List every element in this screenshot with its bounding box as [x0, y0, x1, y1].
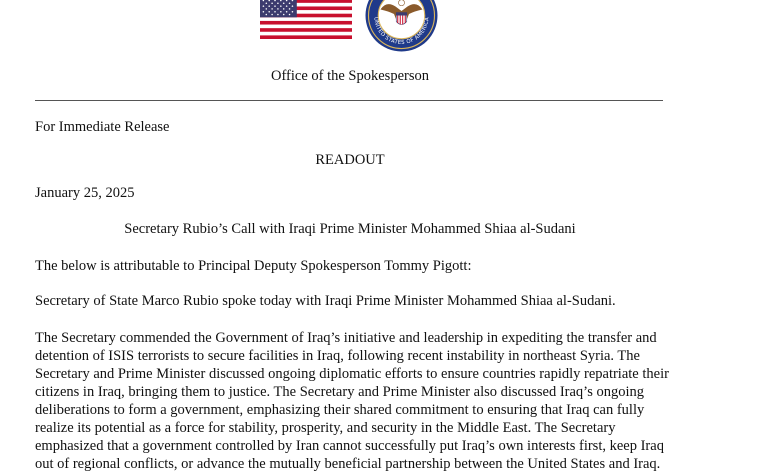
body-line: detention of ISIS terrorists to secure facilities in Iraq, following recent instability in northeast Syria. The [35, 348, 640, 364]
body-line: out of regional conflicts, or advance the mutually beneficial partnership between the United States and Iraq. [35, 456, 661, 472]
seal-text: UNITED STATES OF AMERICA [372, 16, 431, 47]
lead-paragraph: Secretary of State Marco Rubio spoke today with Iraqi Prime Minister Mohammed Shiaa al-Sudani. [35, 293, 616, 309]
body-paragraph [35, 329, 675, 473]
office-name: Office of the Spokesperson [271, 68, 429, 84]
release-notice: For Immediate Release [35, 119, 170, 135]
attribution-line: The below is attributable to Principal Deputy Spokesperson Tommy Pigott: [35, 258, 472, 274]
state-department-seal-icon [364, 0, 439, 53]
body-line: Secretary and Prime Minister discussed ongoing diplomatic efforts to ensure countries rapidly repatriate their [35, 366, 669, 382]
body-line: realize its potential as a force for stability, prosperity, and security in the Middle East. The Secretary [35, 420, 616, 436]
us-flag-icon [260, 0, 352, 39]
header-divider [35, 100, 663, 101]
body-line: emphasized that a government controlled by Iran cannot successfully put Iraq’s own interests first, keep Iraq [35, 438, 664, 454]
body-line: deliberations to form a government, emphasizing their shared commitment to ensuring that Iraq can fully [35, 402, 645, 418]
release-date: January 25, 2025 [35, 185, 135, 201]
body-line: The Secretary commended the Government of Iraq’s initiative and leadership in expediting the transfer and [35, 330, 657, 346]
body-line: citizens in Iraq, bringing them to justice. The Secretary and Prime Minister also discussed Iraq’s ongoing [35, 384, 644, 400]
document-title: Secretary Rubio’s Call with Iraqi Prime Minister Mohammed Shiaa al-Sudani [124, 221, 576, 237]
document-type: READOUT [315, 152, 385, 168]
